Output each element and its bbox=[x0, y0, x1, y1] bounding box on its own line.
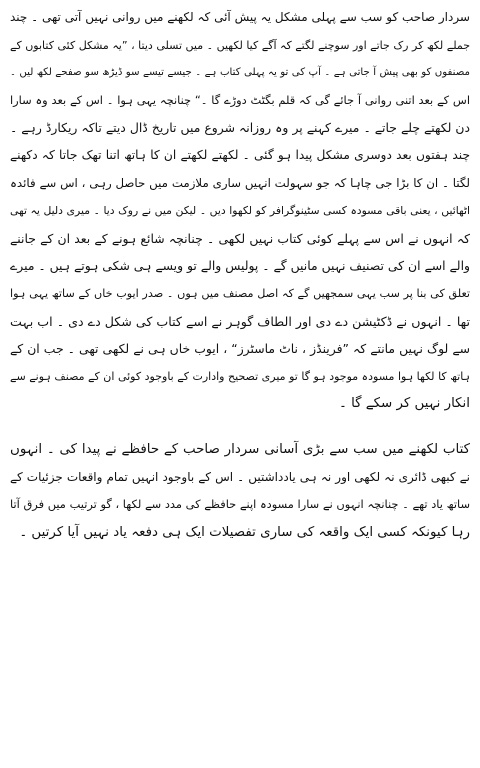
text-line: اٹھائیں ، یعنی باقی مسودہ کسی سٹینوگرافر کو لکھوا دیں ۔ لیکن میں نے روک دیا ۔ میری دلیل یہ تھی bbox=[10, 204, 470, 218]
text-line: سے لوگ نہیں مانتے کہ ”فرینڈز ، ناٹ ماسٹرز“ ، ایوب خاں ہی نے لکھی تھی ۔ جب ان کے bbox=[10, 341, 470, 357]
text-line: نے کبھی ڈائری نہ لکھی اور نہ ہی یادداشتیں ۔ اس کے باوجود انہیں تمام واقعات جزئیات کے bbox=[10, 469, 470, 484]
text-line: انکار نہیں کر سکے گا ۔ bbox=[338, 396, 470, 412]
text-line: کتاب لکھنے میں سب سے بڑی آسانی سردار صاحب کے حافظے نے پیدا کی ۔ انہوں bbox=[10, 441, 470, 457]
text-line: والے اسے ان کی تصنیف نہیں مانیں گے ۔ پولیس والے تو ویسے ہی شکی ہوتے ہیں ۔ میرے bbox=[10, 258, 470, 274]
text-line: لگتا ۔ ان کا بڑا جی چاہا کہ جو سہولت انہیں ساری ملازمت میں حاصل رہی ، اس سے فائدہ bbox=[10, 175, 470, 190]
text-line: چند ہفتوں بعد دوسری مشکل پیدا ہو گئی ۔ لکھتے لکھتے ان کا ہاتھ اتنا تھک جاتا کہ دکھنے bbox=[10, 147, 470, 162]
text-line: کہ انہوں نے اس سے پہلے کوئی کتاب نہیں لکھی ۔ چنانچہ شائع ہونے کے بعد ان کے جاننے bbox=[10, 230, 470, 246]
paragraph-1 bbox=[10, 4, 470, 418]
text-line: تعلق کی بنا پر سب یہی سمجھیں گے کہ اصل مصنف میں ہوں ۔ صدر ایوب خاں کے ساتھ یہی ہوا bbox=[10, 286, 470, 300]
paragraph-2 bbox=[10, 436, 470, 546]
text-line: رہا کیونکہ کسی ایک واقعہ کی ساری تفصیلات ایک ہی دفعہ یاد نہیں آیا کرتیں ۔ bbox=[19, 524, 470, 540]
text-line: دن لکھتے چلے جاتے ۔ میرے کہنے پر وہ روزانہ شروع میں تاریخ ڈال دیتے تاکہ ریکارڈ رہے ۔ bbox=[10, 120, 470, 136]
text-line: مصنفوں کو بھی پیش آ جاتی ہے ۔ آپ کی تو یہ پہلی کتاب ہے ۔ جیسے تیسے سو ڈیڑھ سو صفحے لکھ لیں ۔ bbox=[10, 67, 470, 79]
text-line: ساتھ یاد تھے ۔ چنانچہ انہوں نے سارا مسودہ اپنے حافظے کی مدد سے لکھا ، گو ترتیب میں فرق آتا bbox=[10, 497, 470, 512]
book-page bbox=[10, 4, 470, 764]
text-line: اس کے بعد اتنی روانی آ جائے گی کہ قلم بگٹٹ دوڑے گا ۔“ چنانچہ یہی ہوا ۔ اس کے بعد وہ سارا bbox=[10, 92, 470, 107]
text-line: ہاتھ کا لکھا ہوا مسودہ موجود ہو گا تو میری تصحیح وادارت کے باوجود کوئی ان کے مصنف ہونے سے bbox=[10, 369, 470, 383]
text-line: تھا ۔ انہوں نے ڈکٹیشن دے دی اور الطاف گوہر نے اسے کتاب کی شکل دے دی ۔ اب بہت bbox=[10, 313, 470, 329]
text-line: سردار صاحب کو سب سے پہلی مشکل یہ پیش آئی کہ لکھنے میں روانی نہیں آتی تھی ۔ چند bbox=[10, 10, 470, 24]
text-line: جملے لکھ کر رک جاتے اور سوچنے لگتے کہ آگے کیا لکھیں ۔ میں تسلی دیتا ، ”یہ مشکل کئی کتابوں کے bbox=[10, 38, 470, 52]
